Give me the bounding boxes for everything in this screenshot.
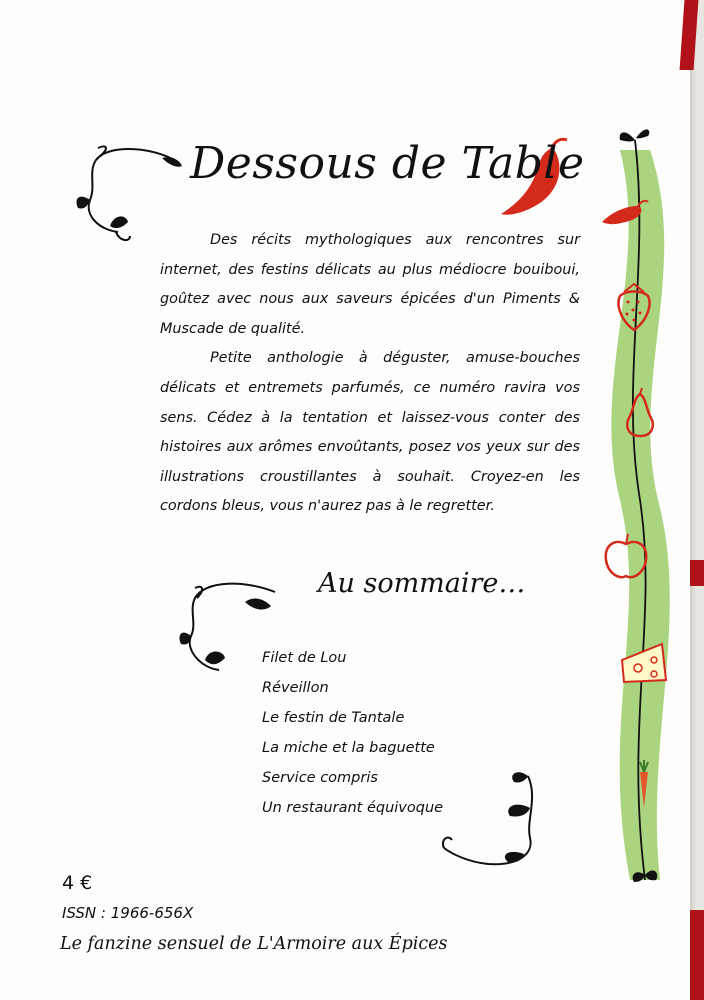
toc-item: Filet de Lou	[262, 650, 347, 666]
intro-paragraph-1: Des récits mythologiques aux rencontres sur internet, des festins délicats au plus médiocre bouiboui, goûtez avec nous aux saveurs épicées d'un Piments & Muscade de qualité.	[160, 232, 580, 337]
intro-text	[160, 226, 580, 522]
page-title: Dessous de Table	[190, 138, 585, 189]
toc-item: Réveillon	[262, 680, 329, 696]
table-of-contents	[262, 643, 443, 823]
intro-paragraph-2: Petite anthologie à déguster, amuse-bouches délicats et entremets parfumés, ce numéro ravira vos sens. Cédez à la tentation et laissez-vous conter des histoires aux arômes envoûtants, posez vos yeux sur des illustrations croustillantes à souhait. Croyez-en les cordons bleus, vous n'aurez pas à le regretter.	[160, 350, 580, 515]
toc-item: Un restaurant équivoque	[262, 800, 444, 816]
summary-heading: Au sommaire…	[318, 568, 526, 599]
vine-leaf-top2	[636, 129, 649, 138]
apple-icon	[602, 532, 650, 582]
toc-item: Service compris	[262, 770, 378, 786]
price: 4 €	[62, 872, 93, 894]
pear-icon	[620, 388, 660, 440]
vine-flourish-bottom-icon	[438, 768, 548, 878]
small-pepper-icon	[598, 194, 648, 234]
ribbon-bottom	[690, 910, 704, 1000]
carrot-icon	[632, 760, 656, 810]
issn: ISSN : 1966-656X	[62, 904, 194, 922]
cheese-icon	[618, 640, 670, 686]
strawberry-icon	[614, 280, 654, 332]
toc-item: Le festin de Tantale	[262, 710, 405, 726]
vine-leaf-top	[620, 132, 635, 141]
tagline: Le fanzine sensuel de L'Armoire aux Épices	[60, 934, 448, 954]
toc-item: La miche et la baguette	[262, 740, 435, 756]
